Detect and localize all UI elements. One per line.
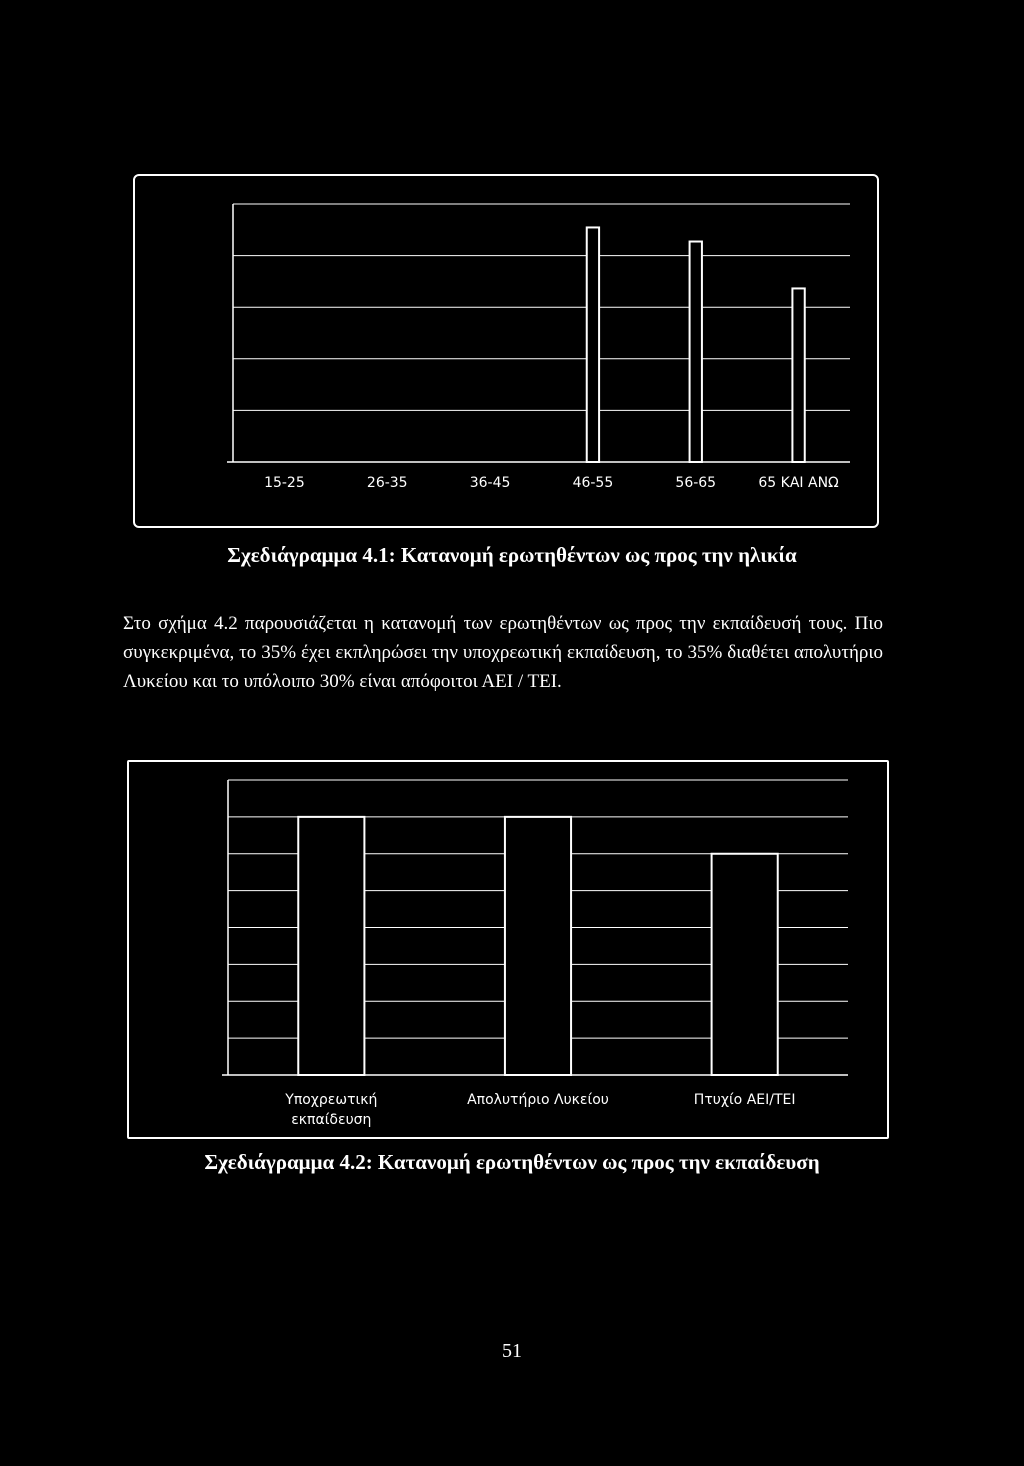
x-tick-label: 26-35 xyxy=(366,475,408,491)
x-tick-label: 46-55 xyxy=(572,475,614,491)
bar xyxy=(298,817,364,1075)
bar xyxy=(505,817,571,1075)
body-paragraph: Στο σχήμα 4.2 παρουσιάζεται η κατανομή των ερωτηθέντων ως προς την εκπαίδευσή τους. Πιο συγκεκριμένα, το 35% έχει εκπληρώσει την υποχρεωτική εκπαίδευση, το 35% διαθέτει απολυτήριο Λυκείου και το υπόλοιπο 30% είναι απόφοιτοι ΑΕΙ / ΤΕΙ. xyxy=(123,613,883,692)
x-tick-label: 15-25 xyxy=(264,475,305,491)
page-number: 51 xyxy=(502,1340,522,1362)
x-tick-label: 65 ΚΑΙ ΑΝΩ xyxy=(758,475,839,491)
figure1-caption: Σχεδιάγραμμα 4.1: Κατανομή ερωτηθέντων ως προς την ηλικία xyxy=(227,543,797,567)
x-tick-label: 36-45 xyxy=(469,475,511,491)
x-tick-label: Υποχρεωτική εκπαίδευση xyxy=(285,1092,378,1128)
bar xyxy=(712,854,778,1075)
figure2-caption: Σχεδιάγραμμα 4.2: Κατανομή ερωτηθέντων ως προς την εκπαίδευση xyxy=(204,1150,820,1174)
x-tick-label: Πτυχίο ΑΕΙ/ΤΕΙ xyxy=(693,1092,796,1108)
x-tick-label: 56-65 xyxy=(675,475,717,491)
x-tick-label: Απολυτήριο Λυκείου xyxy=(467,1092,609,1108)
